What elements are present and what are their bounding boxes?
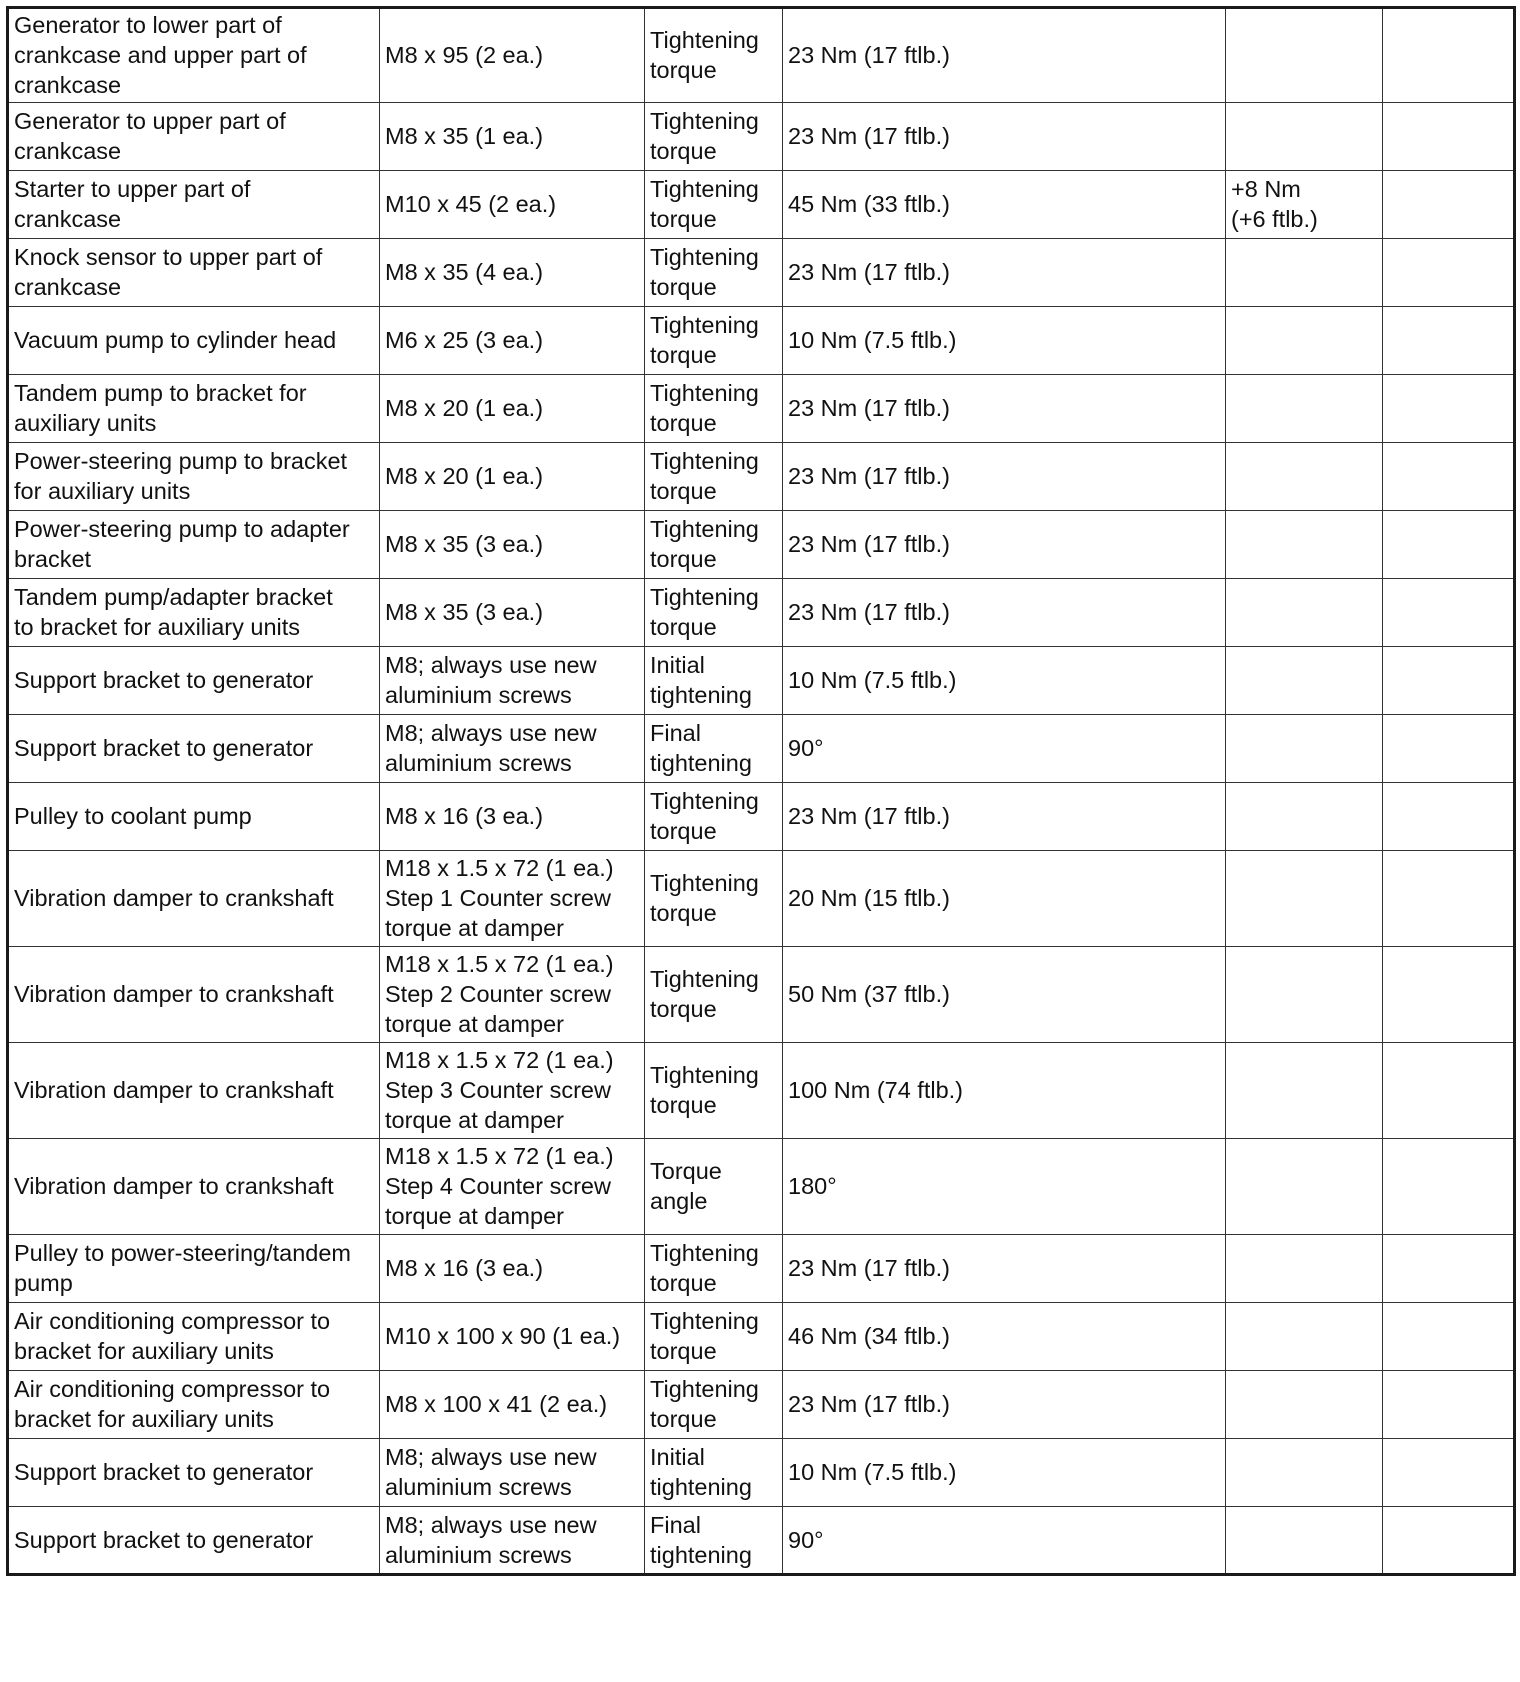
torque-type-cell: Initial tightening: [645, 647, 783, 715]
notes-cell: [1383, 1043, 1515, 1139]
torque-value-cell: 23 Nm (17 ftlb.): [783, 783, 1226, 851]
notes-cell: [1383, 947, 1515, 1043]
fastener-cell: M8 x 35 (4 ea.): [380, 239, 645, 307]
fastener-cell: M8 x 20 (1 ea.): [380, 443, 645, 511]
fastener-cell: M8 x 35 (1 ea.): [380, 103, 645, 171]
table-row: [8, 1139, 1515, 1235]
table-row: [8, 1507, 1515, 1575]
fastener-cell: M8 x 35 (3 ea.): [380, 511, 645, 579]
table-row: [8, 239, 1515, 307]
torque-value-cell: 23 Nm (17 ftlb.): [783, 375, 1226, 443]
fastener-cell: M10 x 45 (2 ea.): [380, 171, 645, 239]
torque-value-cell: 23 Nm (17 ftlb.): [783, 443, 1226, 511]
torque-value-cell: 23 Nm (17 ftlb.): [783, 239, 1226, 307]
table-row: [8, 103, 1515, 171]
table-row: [8, 1235, 1515, 1303]
connection-cell: Support bracket to generator: [8, 1507, 380, 1575]
fastener-cell: M8; always use new aluminium screws: [380, 647, 645, 715]
torque-type-cell: Tightening torque: [645, 511, 783, 579]
torque-type-cell: Tightening torque: [645, 171, 783, 239]
torque-type-cell: Tightening torque: [645, 1235, 783, 1303]
notes-cell: [1383, 511, 1515, 579]
torque-type-cell: Tightening torque: [645, 783, 783, 851]
fastener-cell: M6 x 25 (3 ea.): [380, 307, 645, 375]
connection-cell: Power-steering pump to adapter bracket: [8, 511, 380, 579]
notes-cell: [1383, 171, 1515, 239]
fastener-cell: M8 x 20 (1 ea.): [380, 375, 645, 443]
fastener-cell: M8 x 35 (3 ea.): [380, 579, 645, 647]
connection-cell: Generator to upper part of crankcase: [8, 103, 380, 171]
tolerance-cell: [1226, 579, 1383, 647]
notes-cell: [1383, 851, 1515, 947]
notes-cell: [1383, 307, 1515, 375]
torque-type-cell: Torque angle: [645, 1139, 783, 1235]
table-row: [8, 443, 1515, 511]
notes-cell: [1383, 443, 1515, 511]
connection-cell: Vibration damper to crankshaft: [8, 1139, 380, 1235]
torque-spec-table-body: [8, 8, 1515, 1575]
fastener-cell: M8 x 16 (3 ea.): [380, 783, 645, 851]
torque-type-cell: Initial tightening: [645, 1439, 783, 1507]
tolerance-cell: [1226, 103, 1383, 171]
connection-cell: Support bracket to generator: [8, 647, 380, 715]
table-row: [8, 579, 1515, 647]
table-row: [8, 647, 1515, 715]
tolerance-cell: [1226, 239, 1383, 307]
tolerance-cell: [1226, 783, 1383, 851]
notes-cell: [1383, 1439, 1515, 1507]
tolerance-cell: [1226, 1235, 1383, 1303]
notes-cell: [1383, 647, 1515, 715]
tolerance-cell: [1226, 1371, 1383, 1439]
table-row: [8, 715, 1515, 783]
tolerance-cell: [1226, 1303, 1383, 1371]
table-row: [8, 1371, 1515, 1439]
fastener-cell: M8 x 95 (2 ea.): [380, 8, 645, 103]
torque-value-cell: 23 Nm (17 ftlb.): [783, 579, 1226, 647]
torque-type-cell: Tightening torque: [645, 1371, 783, 1439]
connection-cell: Vibration damper to crankshaft: [8, 947, 380, 1043]
fastener-cell: M10 x 100 x 90 (1 ea.): [380, 1303, 645, 1371]
torque-type-cell: Tightening torque: [645, 375, 783, 443]
torque-type-cell: Tightening torque: [645, 947, 783, 1043]
torque-value-cell: 23 Nm (17 ftlb.): [783, 8, 1226, 103]
torque-value-cell: 90°: [783, 715, 1226, 783]
notes-cell: [1383, 1139, 1515, 1235]
torque-value-cell: 23 Nm (17 ftlb.): [783, 1235, 1226, 1303]
torque-value-cell: 23 Nm (17 ftlb.): [783, 511, 1226, 579]
table-row: [8, 171, 1515, 239]
fastener-cell: M8; always use new aluminium screws: [380, 715, 645, 783]
torque-type-cell: Tightening torque: [645, 443, 783, 511]
torque-type-cell: Tightening torque: [645, 103, 783, 171]
torque-type-cell: Tightening torque: [645, 851, 783, 947]
tolerance-cell: [1226, 8, 1383, 103]
connection-cell: Vacuum pump to cylinder head: [8, 307, 380, 375]
torque-value-cell: 45 Nm (33 ftlb.): [783, 171, 1226, 239]
table-row: [8, 783, 1515, 851]
fastener-cell: M18 x 1.5 x 72 (1 ea.) Step 1 Counter screw torque at damper: [380, 851, 645, 947]
fastener-cell: M8 x 16 (3 ea.): [380, 1235, 645, 1303]
notes-cell: [1383, 103, 1515, 171]
connection-cell: Starter to upper part of crankcase: [8, 171, 380, 239]
table-row: [8, 375, 1515, 443]
torque-type-cell: Tightening torque: [645, 8, 783, 103]
tolerance-cell: [1226, 1043, 1383, 1139]
fastener-cell: M8; always use new aluminium screws: [380, 1507, 645, 1575]
tolerance-cell: [1226, 307, 1383, 375]
torque-type-cell: Tightening torque: [645, 1303, 783, 1371]
table-row: [8, 1043, 1515, 1139]
tolerance-cell: [1226, 1139, 1383, 1235]
torque-spec-table: [6, 6, 1516, 1576]
connection-cell: Power-steering pump to bracket for auxiliary units: [8, 443, 380, 511]
notes-cell: [1383, 239, 1515, 307]
notes-cell: [1383, 783, 1515, 851]
table-row: [8, 947, 1515, 1043]
tolerance-cell: [1226, 511, 1383, 579]
connection-cell: Tandem pump to bracket for auxiliary units: [8, 375, 380, 443]
torque-type-cell: Final tightening: [645, 1507, 783, 1575]
notes-cell: [1383, 1507, 1515, 1575]
fastener-cell: M18 x 1.5 x 72 (1 ea.) Step 4 Counter screw torque at damper: [380, 1139, 645, 1235]
torque-value-cell: 46 Nm (34 ftlb.): [783, 1303, 1226, 1371]
notes-cell: [1383, 1303, 1515, 1371]
torque-value-cell: 180°: [783, 1139, 1226, 1235]
torque-type-cell: Final tightening: [645, 715, 783, 783]
fastener-cell: M8 x 100 x 41 (2 ea.): [380, 1371, 645, 1439]
connection-cell: Pulley to coolant pump: [8, 783, 380, 851]
torque-value-cell: 23 Nm (17 ftlb.): [783, 103, 1226, 171]
torque-type-cell: Tightening torque: [645, 1043, 783, 1139]
connection-cell: Generator to lower part of crankcase and upper part of crankcase: [8, 8, 380, 103]
torque-type-cell: Tightening torque: [645, 579, 783, 647]
table-row: [8, 1303, 1515, 1371]
table-row: [8, 511, 1515, 579]
tolerance-cell: [1226, 1507, 1383, 1575]
torque-value-cell: 90°: [783, 1507, 1226, 1575]
torque-type-cell: Tightening torque: [645, 239, 783, 307]
connection-cell: Knock sensor to upper part of crankcase: [8, 239, 380, 307]
connection-cell: Pulley to power-steering/tandem pump: [8, 1235, 380, 1303]
connection-cell: Air conditioning compressor to bracket for auxiliary units: [8, 1303, 380, 1371]
tolerance-cell: [1226, 715, 1383, 783]
notes-cell: [1383, 1235, 1515, 1303]
fastener-cell: M18 x 1.5 x 72 (1 ea.) Step 3 Counter screw torque at damper: [380, 1043, 645, 1139]
table-row: [8, 1439, 1515, 1507]
tolerance-cell: +8 Nm (+6 ftlb.): [1226, 171, 1383, 239]
torque-value-cell: 10 Nm (7.5 ftlb.): [783, 1439, 1226, 1507]
tolerance-cell: [1226, 443, 1383, 511]
table-row: [8, 8, 1515, 103]
tolerance-cell: [1226, 851, 1383, 947]
tolerance-cell: [1226, 375, 1383, 443]
table-row: [8, 307, 1515, 375]
tolerance-cell: [1226, 947, 1383, 1043]
torque-value-cell: 20 Nm (15 ftlb.): [783, 851, 1226, 947]
connection-cell: Air conditioning compressor to bracket for auxiliary units: [8, 1371, 380, 1439]
torque-value-cell: 10 Nm (7.5 ftlb.): [783, 647, 1226, 715]
torque-type-cell: Tightening torque: [645, 307, 783, 375]
fastener-cell: M8; always use new aluminium screws: [380, 1439, 645, 1507]
torque-value-cell: 50 Nm (37 ftlb.): [783, 947, 1226, 1043]
connection-cell: Support bracket to generator: [8, 1439, 380, 1507]
connection-cell: Support bracket to generator: [8, 715, 380, 783]
notes-cell: [1383, 579, 1515, 647]
connection-cell: Vibration damper to crankshaft: [8, 1043, 380, 1139]
tolerance-cell: [1226, 647, 1383, 715]
notes-cell: [1383, 8, 1515, 103]
notes-cell: [1383, 1371, 1515, 1439]
connection-cell: Vibration damper to crankshaft: [8, 851, 380, 947]
notes-cell: [1383, 375, 1515, 443]
tolerance-cell: [1226, 1439, 1383, 1507]
torque-value-cell: 100 Nm (74 ftlb.): [783, 1043, 1226, 1139]
notes-cell: [1383, 715, 1515, 783]
fastener-cell: M18 x 1.5 x 72 (1 ea.) Step 2 Counter screw torque at damper: [380, 947, 645, 1043]
connection-cell: Tandem pump/adapter bracket to bracket for auxiliary units: [8, 579, 380, 647]
torque-value-cell: 10 Nm (7.5 ftlb.): [783, 307, 1226, 375]
table-row: [8, 851, 1515, 947]
torque-value-cell: 23 Nm (17 ftlb.): [783, 1371, 1226, 1439]
